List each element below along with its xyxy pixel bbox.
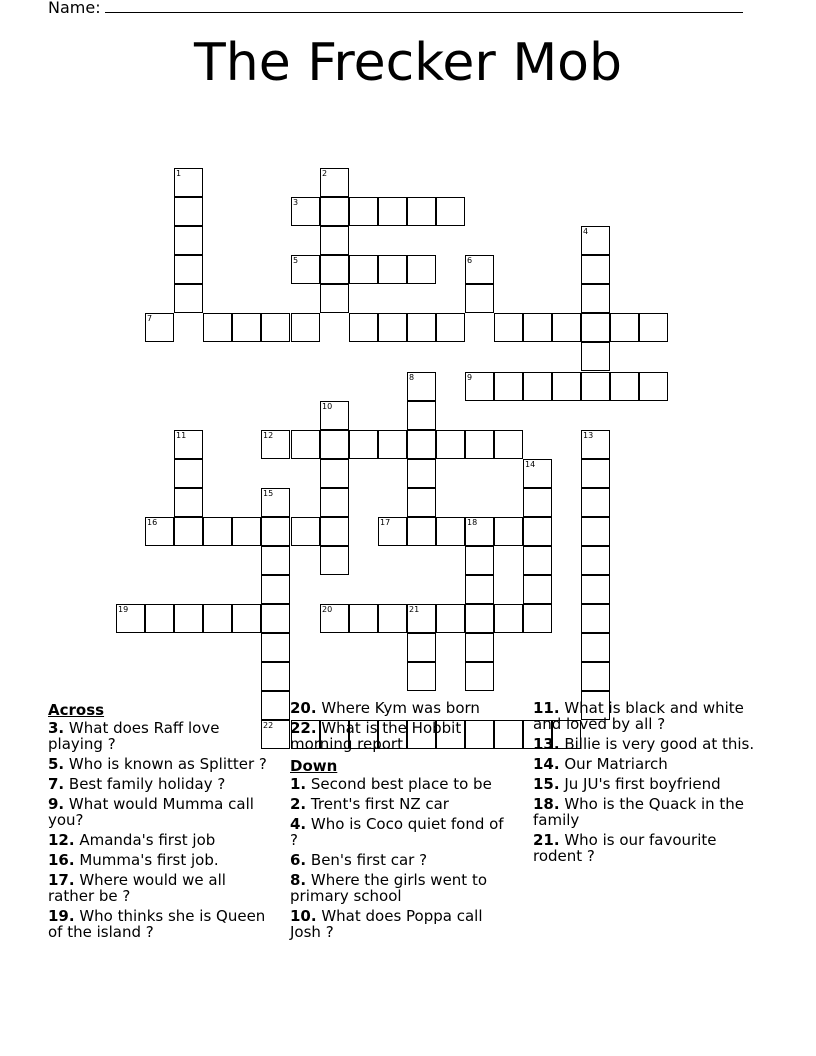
grid-cell[interactable] [407, 430, 436, 459]
grid-cell[interactable] [465, 255, 494, 284]
grid-cell[interactable] [465, 575, 494, 604]
cell-number: 9 [467, 373, 473, 382]
grid-cell[interactable] [349, 197, 378, 226]
grid-cell[interactable] [465, 284, 494, 313]
grid-cell[interactable] [581, 226, 610, 255]
grid-cell[interactable] [465, 546, 494, 575]
across-list-2 [290, 700, 516, 752]
grid-cell[interactable] [174, 459, 203, 488]
clue-item [533, 832, 759, 864]
grid-cell[interactable] [378, 604, 407, 633]
clue-item [533, 796, 759, 828]
clue-item [48, 832, 274, 848]
grid-cell[interactable] [116, 604, 145, 633]
clue-number: 20. [290, 699, 317, 717]
grid-cell[interactable] [261, 546, 290, 575]
clue-item [48, 756, 274, 772]
clue-text: What does Raff love playing ? [48, 719, 220, 753]
clue-number: 19. [48, 907, 75, 925]
grid-cell[interactable] [378, 517, 407, 546]
grid-cell[interactable] [232, 517, 261, 546]
grid-cell[interactable] [494, 517, 523, 546]
grid-cell[interactable] [261, 662, 290, 691]
grid-cell[interactable] [610, 313, 639, 342]
grid-cell[interactable] [174, 168, 203, 197]
cell-number: 2 [322, 169, 328, 178]
grid-cell[interactable] [407, 488, 436, 517]
grid-cell[interactable] [407, 604, 436, 633]
clue-item [290, 908, 516, 940]
cell-number: 20 [322, 605, 333, 614]
grid-cell[interactable] [523, 604, 552, 633]
cell-number: 18 [467, 518, 478, 527]
grid-cell[interactable] [494, 430, 523, 459]
grid-cell[interactable] [407, 401, 436, 430]
clue-text: Who is our favourite rodent ? [533, 831, 717, 865]
grid-cell[interactable] [465, 604, 494, 633]
grid-cell[interactable] [320, 255, 349, 284]
grid-cell[interactable] [174, 604, 203, 633]
clue-number: 11. [533, 699, 560, 717]
cell-number: 22 [263, 721, 274, 730]
page-title: The Frecker Mob [193, 33, 623, 93]
cell-number: 5 [293, 256, 299, 265]
grid-cell[interactable] [320, 168, 349, 197]
grid-cell[interactable] [523, 575, 552, 604]
cell-number: 12 [263, 431, 274, 440]
clue-item [290, 720, 516, 752]
clue-number: 9. [48, 795, 65, 813]
clue-text: Where would we all rather be ? [48, 871, 226, 905]
grid-cell[interactable] [261, 575, 290, 604]
clue-text: Where the girls went to primary school [290, 871, 488, 905]
grid-cell[interactable] [465, 517, 494, 546]
grid-cell[interactable] [203, 517, 232, 546]
across-list-1 [48, 720, 274, 940]
grid-cell[interactable] [320, 197, 349, 226]
clue-item [48, 908, 274, 940]
clue-text: Second best place to be [306, 775, 492, 793]
grid-cell[interactable] [581, 604, 610, 633]
grid-cell[interactable] [407, 372, 436, 401]
clue-text: Mumma's first job. [74, 851, 219, 869]
cell-number: 19 [118, 605, 129, 614]
clue-number: 21. [533, 831, 560, 849]
clue-item [290, 700, 516, 716]
grid-cell[interactable] [174, 284, 203, 313]
clue-number: 16. [48, 851, 75, 869]
clue-item [48, 852, 274, 868]
grid-cell[interactable] [232, 604, 261, 633]
grid-cell[interactable] [320, 430, 349, 459]
clue-text: Who is known as Splitter ? [64, 755, 267, 773]
clue-text: Who is the Quack in the family [533, 795, 745, 829]
across-heading: Across [48, 701, 105, 719]
grid-cell[interactable] [407, 633, 436, 662]
clue-item [533, 736, 759, 752]
clue-number: 15. [533, 775, 560, 793]
clue-number: 8. [290, 871, 307, 889]
grid-cell[interactable] [581, 372, 610, 401]
grid-cell[interactable] [349, 313, 378, 342]
grid-cell[interactable] [232, 313, 261, 342]
clue-item [48, 776, 274, 792]
grid-cell[interactable] [552, 372, 581, 401]
grid-cell[interactable] [465, 662, 494, 691]
grid-cell[interactable] [320, 546, 349, 575]
grid-cell[interactable] [291, 255, 320, 284]
grid-cell[interactable] [523, 488, 552, 517]
grid-cell[interactable] [465, 430, 494, 459]
grid-cell[interactable] [261, 604, 290, 633]
clues-column-3 [533, 700, 759, 868]
grid-cell[interactable] [261, 430, 290, 459]
clue-item [48, 720, 274, 752]
grid-cell[interactable] [407, 255, 436, 284]
grid-cell[interactable] [174, 517, 203, 546]
grid-cell[interactable] [145, 313, 174, 342]
clue-number: 10. [290, 907, 317, 925]
grid-cell[interactable] [174, 430, 203, 459]
clue-number: 18. [533, 795, 560, 813]
grid-cell[interactable] [320, 284, 349, 313]
clue-text: Trent's first NZ car [306, 795, 449, 813]
grid-cell[interactable] [145, 604, 174, 633]
name-label: Name: [48, 0, 101, 17]
grid-cell[interactable] [378, 313, 407, 342]
cell-number: 17 [380, 518, 391, 527]
grid-cell[interactable] [494, 313, 523, 342]
clue-number: 13. [533, 735, 560, 753]
cell-number: 6 [467, 256, 473, 265]
clue-number: 22. [290, 719, 317, 737]
grid-cell[interactable] [145, 517, 174, 546]
grid-cell[interactable] [349, 255, 378, 284]
grid-cell[interactable] [523, 372, 552, 401]
grid-cell[interactable] [581, 517, 610, 546]
grid-cell[interactable] [465, 633, 494, 662]
clue-item [290, 776, 516, 792]
grid-cell[interactable] [639, 372, 668, 401]
grid-cell[interactable] [320, 517, 349, 546]
clue-number: 2. [290, 795, 307, 813]
clue-text: What does Poppa call Josh ? [290, 907, 483, 941]
grid-cell[interactable] [174, 226, 203, 255]
grid-cell[interactable] [174, 255, 203, 284]
grid-cell[interactable] [261, 517, 290, 546]
grid-cell[interactable] [581, 342, 610, 371]
down-list-1 [290, 776, 516, 940]
grid-cell[interactable] [523, 517, 552, 546]
grid-cell[interactable] [291, 517, 320, 546]
grid-cell[interactable] [436, 517, 465, 546]
grid-cell[interactable] [581, 284, 610, 313]
clue-item [48, 872, 274, 904]
grid-cell[interactable] [581, 575, 610, 604]
clue-text: Our Matriarch [559, 755, 668, 773]
clue-text: Best family holiday ? [64, 775, 226, 793]
grid-cell[interactable] [174, 197, 203, 226]
cell-number: 8 [409, 373, 415, 382]
clue-text: What is the Hobbit morning report [290, 719, 462, 753]
grid-cell[interactable] [320, 488, 349, 517]
clue-number: 12. [48, 831, 75, 849]
clue-number: 6. [290, 851, 307, 869]
grid-cell[interactable] [552, 313, 581, 342]
clue-item [48, 796, 274, 828]
grid-cell[interactable] [407, 313, 436, 342]
clue-text: Who is Coco quiet fond of ? [290, 815, 504, 849]
grid-cell[interactable] [320, 401, 349, 430]
grid-cell[interactable] [639, 313, 668, 342]
grid-cell[interactable] [436, 197, 465, 226]
clues-column-1 [48, 700, 274, 944]
clue-number: 7. [48, 775, 65, 793]
grid-cell[interactable] [291, 313, 320, 342]
grid-cell[interactable] [581, 430, 610, 459]
grid-cell[interactable] [436, 604, 465, 633]
grid-cell[interactable] [291, 430, 320, 459]
grid-cell[interactable] [349, 430, 378, 459]
grid-cell[interactable] [378, 255, 407, 284]
grid-cell[interactable] [174, 488, 203, 517]
grid-cell[interactable] [378, 197, 407, 226]
grid-cell[interactable] [407, 662, 436, 691]
clue-number: 5. [48, 755, 65, 773]
grid-cell[interactable] [378, 430, 407, 459]
cell-number: 16 [147, 518, 158, 527]
grid-cell[interactable] [436, 313, 465, 342]
cell-number: 21 [409, 605, 420, 614]
clue-number: 14. [533, 755, 560, 773]
clue-item [290, 796, 516, 812]
grid-cell[interactable] [581, 488, 610, 517]
clue-item [290, 816, 516, 848]
grid-cell[interactable] [349, 604, 378, 633]
clue-item [290, 872, 516, 904]
clue-text: Ben's first car ? [306, 851, 428, 869]
cell-number: 4 [583, 227, 589, 236]
cell-number: 11 [176, 431, 187, 440]
clue-text: What would Mumma call you? [48, 795, 254, 829]
down-heading: Down [290, 757, 338, 775]
clue-item [290, 852, 516, 868]
grid-cell[interactable] [407, 517, 436, 546]
grid-cell[interactable] [407, 197, 436, 226]
grid-cell[interactable] [320, 459, 349, 488]
clue-item [533, 700, 759, 732]
grid-cell[interactable] [581, 313, 610, 342]
clue-number: 17. [48, 871, 75, 889]
clue-text: Where Kym was born [316, 699, 480, 717]
cell-number: 3 [293, 198, 299, 207]
grid-cell[interactable] [203, 604, 232, 633]
clue-text: What is black and white and loved by all ? [533, 699, 744, 733]
cell-number: 1 [176, 169, 182, 178]
grid-cell[interactable] [261, 313, 290, 342]
clue-text: Who thinks she is Queen of the island ? [48, 907, 266, 941]
grid-cell[interactable] [261, 488, 290, 517]
clues-column-2 [290, 700, 516, 944]
down-list-2 [533, 700, 759, 864]
grid-cell[interactable] [320, 226, 349, 255]
grid-cell[interactable] [523, 313, 552, 342]
cell-number: 15 [263, 489, 274, 498]
clue-item [533, 776, 759, 792]
grid-cell[interactable] [581, 633, 610, 662]
grid-cell[interactable] [581, 662, 610, 691]
grid-cell[interactable] [261, 633, 290, 662]
grid-cell[interactable] [523, 459, 552, 488]
grid-cell[interactable] [436, 430, 465, 459]
grid-cell[interactable] [494, 372, 523, 401]
grid-cell[interactable] [523, 546, 552, 575]
grid-cell[interactable] [465, 372, 494, 401]
cell-number: 10 [322, 402, 333, 411]
clue-text: Amanda's first job [74, 831, 216, 849]
cell-number: 7 [147, 314, 153, 323]
clue-item [533, 756, 759, 772]
grid-cell[interactable] [610, 372, 639, 401]
grid-cell[interactable] [494, 604, 523, 633]
grid-cell[interactable] [203, 313, 232, 342]
cell-number: 14 [525, 460, 536, 469]
grid-cell[interactable] [407, 459, 436, 488]
cell-number: 13 [583, 431, 594, 440]
clue-text: Billie is very good at this. [559, 735, 755, 753]
clue-number: 3. [48, 719, 65, 737]
grid-cell[interactable] [581, 459, 610, 488]
grid-cell[interactable] [581, 255, 610, 284]
clue-number: 4. [290, 815, 307, 833]
clue-number: 1. [290, 775, 307, 793]
grid-cell[interactable] [320, 604, 349, 633]
grid-cell[interactable] [581, 546, 610, 575]
grid-cell[interactable] [291, 197, 320, 226]
clue-text: Ju JU's first boyfriend [559, 775, 721, 793]
